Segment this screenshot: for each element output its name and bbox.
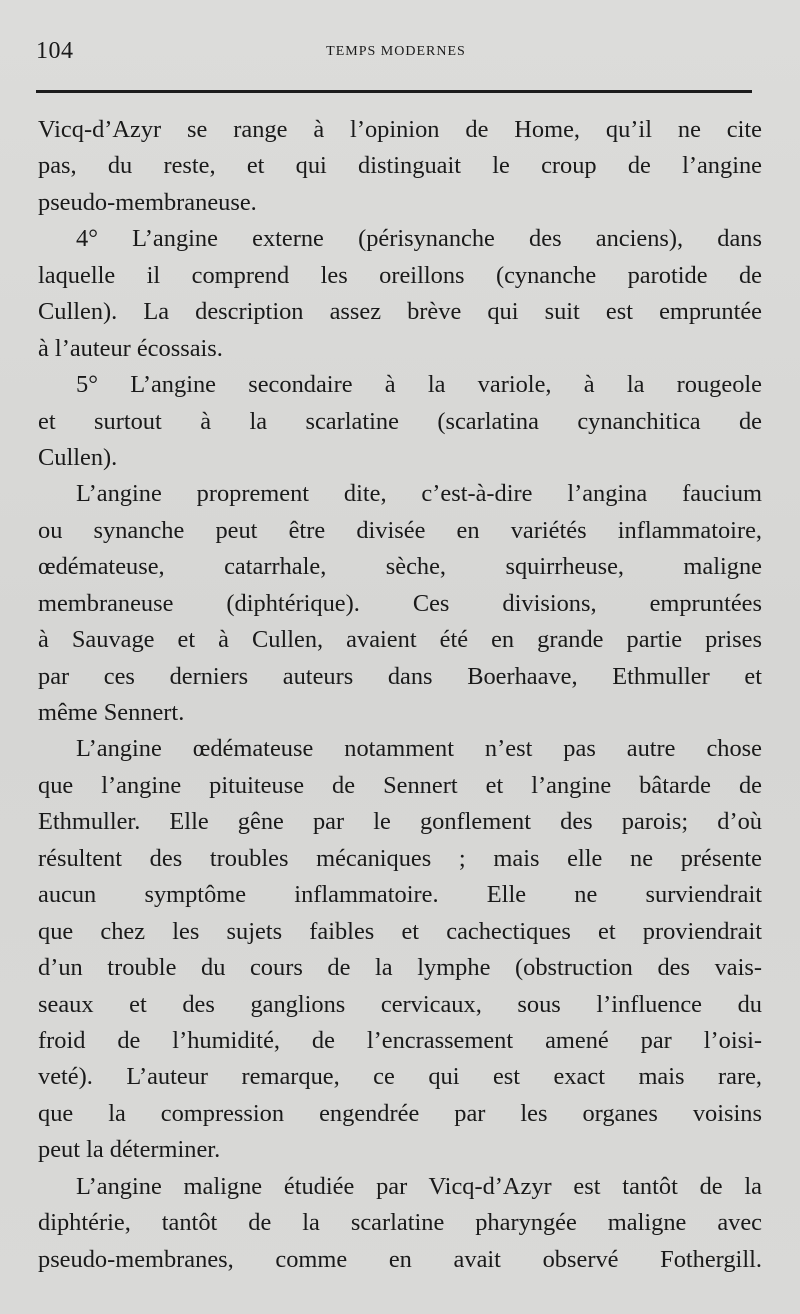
text-line: 4° L’angine externe (périsynanche des anciens), dans [76,225,762,253]
text-line: froid de l’humidité, de l’encrassement amené par l’oisi- [38,1026,762,1054]
text-line: que chez les sujets faibles et cachectiques et proviendrait [38,917,762,945]
text-line: d’un trouble du cours de la lymphe (obstruction des vais- [38,954,762,982]
text-line: œdémateuse, catarrhale, sèche, squirrheuse, maligne [38,553,762,581]
text-line: à l’auteur écossais. [38,334,223,362]
running-title: TEMPS MODERNES [326,44,466,59]
text-line: par ces derniers auteurs dans Boerhaave, Ethmuller et [38,662,762,690]
text-line: diphtérie, tantôt de la scarlatine pharyngée maligne avec [38,1209,762,1237]
text-line: 5° L’angine secondaire à la variole, à la rougeole [76,371,762,399]
text-line: membraneuse (diphtérique). Ces divisions, empruntées [38,589,762,617]
text-line: L’angine œdémateuse notamment n’est pas autre chose [76,735,762,763]
text-line: pas, du reste, et qui distinguait le croup de l’angine [38,152,762,180]
text-line: pseudo-membranes, comme en avait observé Fothergill. [38,1245,762,1273]
text-line: peut la déterminer. [38,1136,221,1164]
text-line: Vicq-d’Azyr se range à l’opinion de Home, qu’il ne cite [38,116,762,143]
text-line: aucun symptôme inflammatoire. Elle ne surviendrait [38,881,762,909]
body-text [38,112,762,1278]
text-line: résultent des troubles mécaniques ; mais elle ne présente [38,844,762,872]
text-line: Ethmuller. Elle gêne par le gonflement des parois; d’où [38,808,762,836]
text-line: pseudo-membraneuse. [38,188,257,216]
header-rule [36,90,752,93]
text-line: que l’angine pituiteuse de Sennert et l’angine bâtarde de [38,771,762,799]
text-line: ou synanche peut être divisée en variétés inflammatoire, [38,516,762,544]
text-line: laquelle il comprend les oreillons (cynanche parotide de [38,261,762,289]
text-line: veté). L’auteur remarque, ce qui est exact mais rare, [38,1063,762,1091]
text-line: Cullen). La description assez brève qui suit est empruntée [38,298,762,326]
text-line: seaux et des ganglions cervicaux, sous l’influence du [38,990,762,1018]
text-line: L’angine maligne étudiée par Vicq-d’Azyr est tantôt de la [76,1172,762,1200]
text-line: Cullen). [38,443,118,471]
text-line: et surtout à la scarlatine (scarlatina cynanchitica de [38,407,762,435]
text-line: que la compression engendrée par les organes voisins [38,1099,762,1127]
text-line: même Sennert. [38,699,185,726]
text-line: à Sauvage et à Cullen, avaient été en grande partie prises [38,626,762,654]
page-header [36,34,756,74]
text-line: L’angine proprement dite, c’est-à-dire l’angina faucium [76,480,762,508]
page-number: 104 [36,38,74,64]
